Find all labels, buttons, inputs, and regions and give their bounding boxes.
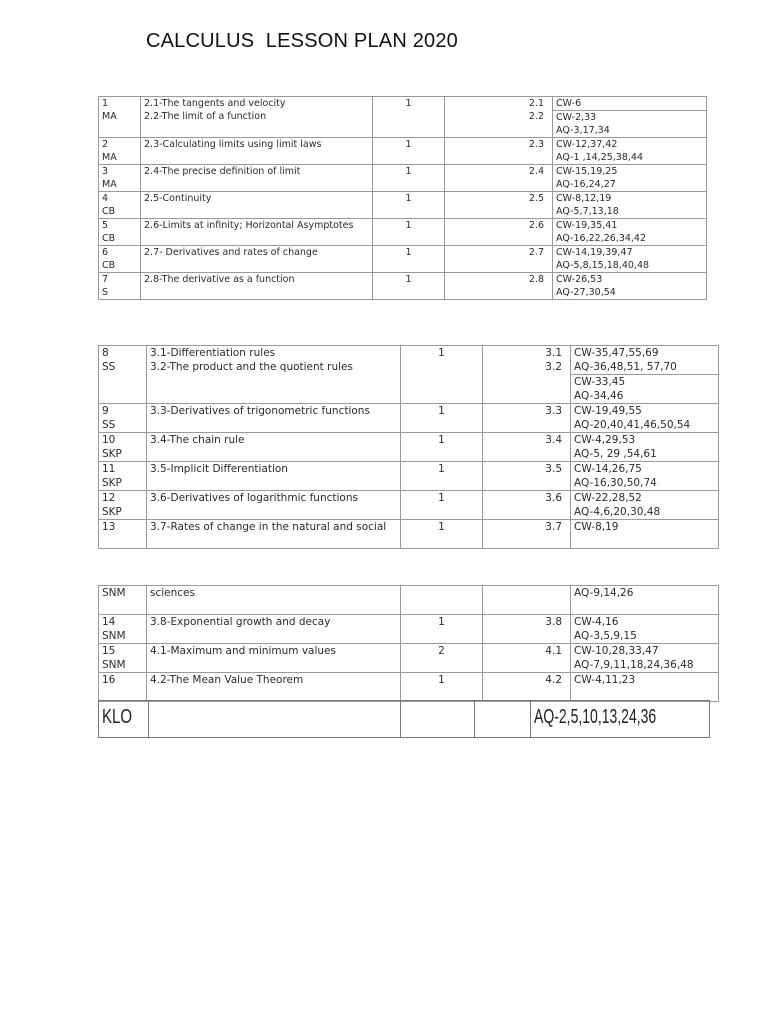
section-number: 3.8 — [545, 616, 562, 628]
hours-cell — [401, 491, 483, 520]
hours-cell — [401, 462, 483, 491]
instructor-code — [102, 600, 146, 614]
assignment-text: CW-19,35,41 — [556, 220, 618, 231]
assignment-text: CW-4,29,53 — [574, 434, 636, 446]
topic-cell — [141, 192, 373, 219]
section-number: 2.4 — [528, 166, 544, 177]
klo-row — [99, 701, 710, 738]
lesson-number: 10 — [102, 434, 116, 446]
section-number: 2.5 — [528, 193, 544, 204]
topic-text: 2.6-Limits at infinity; Horizontal Asymptotes — [144, 220, 354, 231]
section-cell — [483, 673, 571, 702]
topic-cell — [141, 138, 373, 165]
section-number: 4.2 — [545, 674, 562, 686]
klo-work-cell — [531, 701, 710, 738]
assignment-cell — [553, 138, 707, 165]
instructor-code: SKP — [102, 477, 122, 489]
assignment-text: AQ-16,24,27 — [556, 179, 616, 190]
assignment-text: AQ-34,46 — [574, 390, 624, 402]
instructor-code: MA — [102, 179, 117, 190]
page-title: CALCULUS LESSON PLAN 2020 — [146, 30, 459, 52]
topic-text: 3.5-Implicit Differentiation — [150, 463, 288, 475]
assignment-text: CW-26,53 — [556, 274, 603, 285]
instructor-code: S — [102, 287, 109, 298]
assignment-cell — [553, 219, 707, 246]
section-cell — [483, 586, 571, 615]
assignment-cell — [571, 615, 719, 644]
lesson-number: 2 — [102, 139, 109, 150]
hours-cell — [401, 673, 483, 702]
assignment-text: AQ-7,9,11,18,24,36,48 — [574, 659, 694, 671]
topic-text: 2.1-The tangents and velocity — [144, 98, 286, 109]
hours-cell — [373, 192, 445, 219]
klo-label-cell — [99, 701, 149, 738]
topic-text: 4.1-Maximum and minimum values — [150, 645, 336, 657]
section-cell — [483, 644, 571, 673]
hours-count: 1 — [405, 220, 412, 231]
table-row — [99, 644, 719, 673]
section-cell — [445, 219, 553, 246]
empty-cell — [149, 701, 401, 738]
lesson-number: 13 — [102, 521, 116, 533]
lesson-number-cell — [99, 433, 147, 462]
instructor-code: CB — [102, 260, 116, 271]
section-number: 2.8 — [528, 274, 544, 285]
section-number: 2.7 — [528, 247, 544, 258]
topic-text: 3.6-Derivatives of logarithmic functions — [150, 492, 358, 504]
assignment-text: AQ-3,5,9,15 — [574, 630, 637, 642]
lesson-number: 12 — [102, 492, 116, 504]
instructor-code — [102, 687, 146, 701]
lesson-number: 14 — [102, 616, 116, 628]
topic-cell — [147, 615, 401, 644]
topic-cell — [141, 219, 373, 246]
hours-count: 1 — [438, 347, 445, 359]
instructor-code: SKP — [102, 506, 122, 518]
topic-cell — [147, 644, 401, 673]
section-number: 4.1 — [545, 645, 562, 657]
lesson-number-cell — [99, 246, 141, 273]
section-number: 3.5 — [545, 463, 562, 475]
section-cell — [445, 246, 553, 273]
lesson-number: 4 — [102, 193, 109, 204]
instructor-code: MA — [102, 152, 117, 163]
instructor-code — [102, 534, 146, 548]
klo-assignment: AQ-2,5,10,13,24,36 — [534, 706, 657, 728]
table-row — [99, 138, 707, 165]
topic-text: 2.2-The limit of a function — [144, 111, 267, 122]
lesson-number-cell — [99, 219, 141, 246]
lesson-number: 7 — [102, 274, 109, 285]
lesson-number: 6 — [102, 247, 109, 258]
hours-cell — [401, 615, 483, 644]
table-row — [99, 491, 719, 520]
assignment-text: CW-10,28,33,47 — [574, 645, 659, 657]
instructor-code: SNM — [102, 659, 126, 671]
assignment-cell — [553, 192, 707, 219]
assignment-cell — [571, 644, 719, 673]
assignment-text: AQ-27,30,54 — [556, 287, 616, 298]
lesson-number-cell — [99, 404, 147, 433]
lesson-table-chapter-2 — [98, 96, 707, 300]
assignment-text: CW-33,45 — [571, 374, 718, 389]
lesson-table — [98, 96, 707, 300]
hours-count: 1 — [438, 434, 445, 446]
table-row — [99, 615, 719, 644]
hours-count: 1 — [438, 463, 445, 475]
assignment-text: CW-2,33 — [553, 110, 706, 124]
table-row — [99, 97, 707, 138]
assignment-text: CW-4,16 — [574, 616, 619, 628]
section-number: 3.4 — [545, 434, 562, 446]
lesson-table — [98, 345, 719, 549]
assignment-text: AQ-5, 29 ,54,61 — [574, 448, 657, 460]
assignment-cell — [553, 165, 707, 192]
assignment-text: AQ-3,17,34 — [556, 125, 610, 136]
topic-cell — [141, 97, 373, 138]
assignment-text: CW-22,28,52 — [574, 492, 642, 504]
hours-cell — [401, 404, 483, 433]
topic-text: 2.4-The precise definition of limit — [144, 166, 301, 177]
hours-cell — [373, 138, 445, 165]
section-number: 3.2 — [545, 361, 562, 373]
lesson-number-cell — [99, 192, 141, 219]
table-row — [99, 586, 719, 615]
table-row — [99, 192, 707, 219]
lesson-number: 5 — [102, 220, 109, 231]
assignment-cell — [571, 462, 719, 491]
lesson-number: 15 — [102, 645, 116, 657]
topic-text: 2.5-Continuity — [144, 193, 212, 204]
hours-count: 1 — [405, 274, 412, 285]
instructor-code: CB — [102, 233, 116, 244]
section-cell — [483, 615, 571, 644]
section-number: 3.6 — [545, 492, 562, 504]
topic-text: sciences — [150, 587, 195, 599]
hours-cell — [373, 97, 445, 138]
assignment-text: CW-15,19,25 — [556, 166, 618, 177]
assignment-text: AQ-36,48,51, 57,70 — [574, 361, 677, 373]
assignment-text: CW-14,19,39,47 — [556, 247, 633, 258]
topic-text: 2.8-The derivative as a function — [144, 274, 295, 285]
table-row — [99, 433, 719, 462]
assignment-cell — [553, 273, 707, 300]
instructor-code: SS — [102, 419, 116, 431]
topic-cell — [147, 586, 401, 615]
lesson-number-cell — [99, 273, 141, 300]
section-number: 3.3 — [545, 405, 562, 417]
instructor-code: SKP — [102, 448, 122, 460]
hours-count: 1 — [405, 193, 412, 204]
hours-count: 1 — [438, 405, 445, 417]
assignment-cell — [571, 520, 719, 549]
topic-cell — [141, 246, 373, 273]
topic-text: 3.3-Derivatives of trigonometric functions — [150, 405, 370, 417]
lesson-number-cell — [99, 615, 147, 644]
assignment-text: AQ-9,14,26 — [574, 587, 634, 599]
lesson-number-cell — [99, 644, 147, 673]
topic-text: 3.8-Exponential growth and decay — [150, 616, 331, 628]
section-cell — [445, 192, 553, 219]
topic-text: 3.4-The chain rule — [150, 434, 245, 446]
topic-cell — [147, 673, 401, 702]
klo-table — [98, 700, 710, 738]
topic-text: 4.2-The Mean Value Theorem — [150, 674, 304, 686]
hours-count: 1 — [405, 139, 412, 150]
section-number: 2.3 — [528, 139, 544, 150]
assignment-text: AQ-1 ,14,25,38,44 — [556, 152, 643, 163]
assignment-cell — [571, 673, 719, 702]
section-cell — [483, 433, 571, 462]
assignment-text: CW-19,49,55 — [574, 405, 642, 417]
section-number: 2.2 — [528, 111, 544, 122]
lesson-table-continued — [98, 585, 719, 702]
assignment-text: CW-12,37,42 — [556, 139, 618, 150]
assignment-cell — [571, 586, 719, 615]
klo-label: KLO — [102, 706, 133, 728]
hours-count: 1 — [405, 166, 412, 177]
section-cell — [483, 404, 571, 433]
section-cell — [445, 138, 553, 165]
section-number: 3.1 — [545, 347, 562, 359]
hours-cell — [373, 165, 445, 192]
lesson-number-cell — [99, 138, 141, 165]
assignment-text: CW-8,12,19 — [556, 193, 612, 204]
hours-count: 1 — [438, 521, 445, 533]
topic-cell — [147, 520, 401, 549]
hours-cell — [373, 219, 445, 246]
section-number: 2.6 — [528, 220, 544, 231]
hours-cell — [373, 273, 445, 300]
lesson-number: 1 — [102, 98, 109, 109]
assignment-text: AQ-20,40,41,46,50,54 — [574, 419, 691, 431]
lesson-number-cell — [99, 346, 147, 404]
assignment-text: AQ-16,22,26,34,42 — [556, 233, 647, 244]
lesson-number: SNM — [102, 587, 126, 599]
section-cell — [483, 462, 571, 491]
topic-text: 3.2-The product and the quotient rules — [150, 361, 353, 373]
table-row — [99, 219, 707, 246]
assignment-cell — [571, 404, 719, 433]
section-cell — [445, 97, 553, 138]
assignment-cell — [571, 433, 719, 462]
hours-count: 2 — [438, 645, 445, 657]
table-row — [99, 346, 719, 404]
topic-cell — [147, 491, 401, 520]
instructor-code: MA — [102, 111, 117, 122]
assignment-cell — [553, 246, 707, 273]
section-number: 2.1 — [528, 98, 544, 109]
hours-count: 1 — [438, 492, 445, 504]
assignment-cell — [571, 491, 719, 520]
hours-cell — [373, 246, 445, 273]
lesson-number-cell — [99, 462, 147, 491]
instructor-code: SS — [102, 361, 116, 373]
section-number — [486, 586, 562, 600]
topic-text: 3.1-Differentiation rules — [150, 347, 276, 359]
empty-cell — [401, 701, 475, 738]
section-number: 3.7 — [545, 521, 562, 533]
assignment-cell — [553, 97, 707, 138]
assignment-text: AQ-5,7,13,18 — [556, 206, 619, 217]
instructor-code: CB — [102, 206, 116, 217]
assignment-text: AQ-16,30,50,74 — [574, 477, 657, 489]
lesson-number: 8 — [102, 347, 109, 359]
klo-row-table — [98, 700, 710, 738]
table-row — [99, 462, 719, 491]
hours-count: 1 — [405, 98, 412, 109]
lesson-number: 9 — [102, 405, 109, 417]
assignment-text: CW-6 — [556, 98, 582, 109]
topic-text: 2.3-Calculating limits using limit laws — [144, 139, 322, 150]
section-cell — [483, 346, 571, 404]
assignment-text: AQ-5,8,15,18,40,48 — [556, 260, 650, 271]
table-row — [99, 273, 707, 300]
hours-cell — [401, 586, 483, 615]
hours-cell — [401, 346, 483, 404]
instructor-code: SNM — [102, 630, 126, 642]
assignment-cell — [571, 346, 719, 404]
table-row — [99, 165, 707, 192]
hours-cell — [401, 520, 483, 549]
hours-count: 1 — [438, 674, 445, 686]
empty-cell — [475, 701, 531, 738]
table-row — [99, 520, 719, 549]
lesson-number-cell — [99, 673, 147, 702]
lesson-number: 11 — [102, 463, 116, 475]
table-row — [99, 404, 719, 433]
topic-cell — [147, 462, 401, 491]
lesson-number-cell — [99, 97, 141, 138]
topic-cell — [147, 346, 401, 404]
assignment-text: CW-4,11,23 — [574, 674, 636, 686]
assignment-text: CW-14,26,75 — [574, 463, 642, 475]
lesson-table — [98, 585, 719, 702]
topic-text: 2.7- Derivatives and rates of change — [144, 247, 318, 258]
lesson-number: 16 — [102, 674, 116, 686]
section-cell — [483, 491, 571, 520]
assignment-text: CW-35,47,55,69 — [574, 347, 659, 359]
topic-text: 3.7-Rates of change in the natural and social — [150, 521, 387, 533]
lesson-number-cell — [99, 491, 147, 520]
table-row — [99, 246, 707, 273]
lesson-number-cell — [99, 520, 147, 549]
topic-cell — [141, 165, 373, 192]
hours-cell — [401, 644, 483, 673]
section-cell — [483, 520, 571, 549]
section-cell — [445, 165, 553, 192]
lesson-table-chapter-3 — [98, 345, 719, 549]
table-row — [99, 673, 719, 702]
assignment-text: AQ-4,6,20,30,48 — [574, 506, 661, 518]
topic-cell — [147, 404, 401, 433]
topic-cell — [141, 273, 373, 300]
lesson-number-cell — [99, 165, 141, 192]
section-cell — [445, 273, 553, 300]
hours-count: 1 — [405, 247, 412, 258]
hours-cell — [401, 433, 483, 462]
lesson-number: 3 — [102, 166, 109, 177]
hours-count — [401, 586, 482, 600]
lesson-number-cell — [99, 586, 147, 615]
hours-count: 1 — [438, 616, 445, 628]
topic-cell — [147, 433, 401, 462]
assignment-text: CW-8,19 — [574, 521, 619, 533]
